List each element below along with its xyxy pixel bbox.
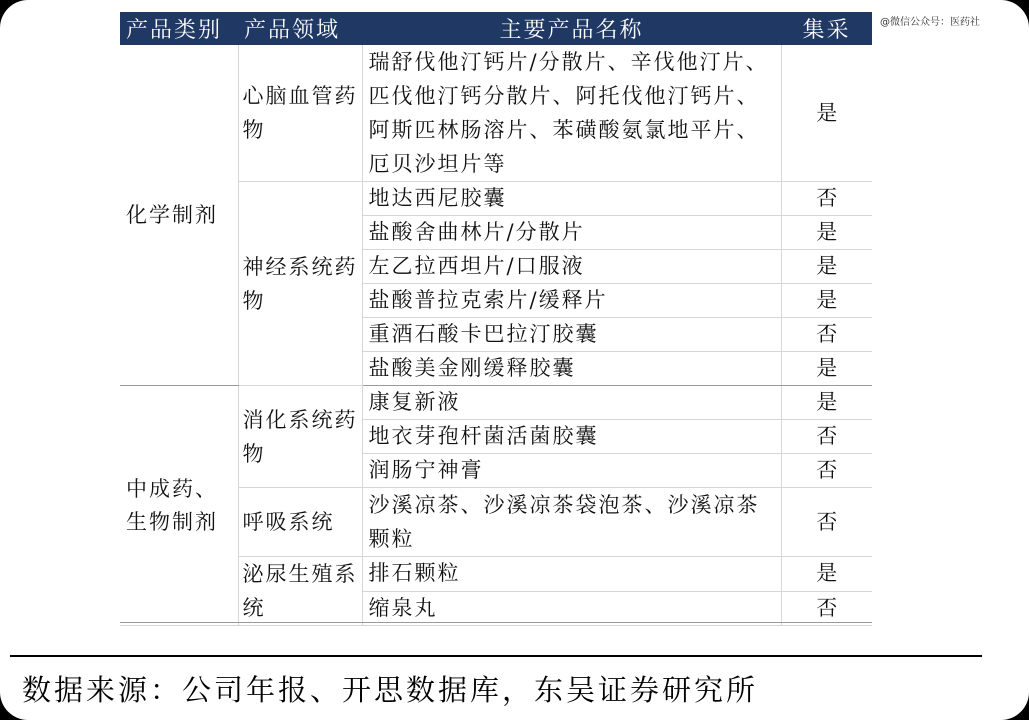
- procurement-flag: 否: [781, 488, 872, 557]
- category-chemical: 化学制剂: [120, 45, 238, 386]
- product-name: 地达西尼胶囊: [362, 182, 781, 216]
- procurement-flag: 否: [781, 182, 872, 216]
- source-note: 数据来源：公司年报、开思数据库，东吴证券研究所: [22, 673, 759, 707]
- field-urinary: 泌尿生殖系统: [238, 557, 362, 626]
- header-row: [120, 12, 872, 45]
- field-digestive: 消化系统药物: [238, 386, 362, 488]
- category-tcm-bio: 中成药、生物制剂: [120, 386, 238, 626]
- product-name: 盐酸舍曲林片/分散片: [362, 216, 781, 250]
- procurement-flag: 否: [781, 318, 872, 352]
- header-category: 产品类别: [120, 12, 238, 45]
- procurement-flag: 是: [781, 386, 872, 420]
- product-name: 地衣芽孢杆菌活菌胶囊: [362, 420, 781, 454]
- product-name: 盐酸美金刚缓释胶囊: [362, 352, 781, 386]
- table-bottom-border: [120, 622, 872, 623]
- procurement-flag: 否: [781, 420, 872, 454]
- procurement-flag: 是: [781, 250, 872, 284]
- product-name: 盐酸普拉克索片/缓释片: [362, 284, 781, 318]
- product-name: 重酒石酸卡巴拉汀胶囊: [362, 318, 781, 352]
- product-name: 瑞舒伐他汀钙片/分散片、辛伐他汀片、匹伐他汀钙分散片、阿托伐他汀钙片、阿斯匹林肠溶片、苯磺酸氨氯地平片、厄贝沙坦片等: [362, 45, 781, 182]
- product-name: 沙溪凉茶、沙溪凉茶袋泡茶、沙溪凉茶颗粒: [362, 488, 781, 557]
- procurement-flag: 否: [781, 454, 872, 488]
- field-cardio: 心脑血管药物: [238, 45, 362, 182]
- product-name: 康复新液: [362, 386, 781, 420]
- product-name: 排石颗粒: [362, 557, 781, 592]
- table-row: [120, 386, 872, 420]
- procurement-flag: 是: [781, 284, 872, 318]
- product-table: [120, 12, 872, 626]
- procurement-flag: 否: [781, 591, 872, 626]
- header-procurement: 集采: [781, 12, 872, 45]
- product-name: 润肠宁神膏: [362, 454, 781, 488]
- field-respiratory: 呼吸系统: [238, 488, 362, 557]
- field-neuro: 神经系统药物: [238, 182, 362, 386]
- product-name: 缩泉丸: [362, 591, 781, 626]
- header-field: 产品领域: [238, 12, 362, 45]
- procurement-flag: 是: [781, 557, 872, 592]
- watermark: @微信公众号：医药社: [880, 17, 980, 28]
- procurement-flag: 是: [781, 45, 872, 182]
- procurement-flag: 是: [781, 216, 872, 250]
- table-row: [120, 45, 872, 182]
- divider-line: [10, 655, 982, 657]
- product-name: 左乙拉西坦片/口服液: [362, 250, 781, 284]
- header-product-name: 主要产品名称: [362, 12, 781, 45]
- procurement-flag: 是: [781, 352, 872, 386]
